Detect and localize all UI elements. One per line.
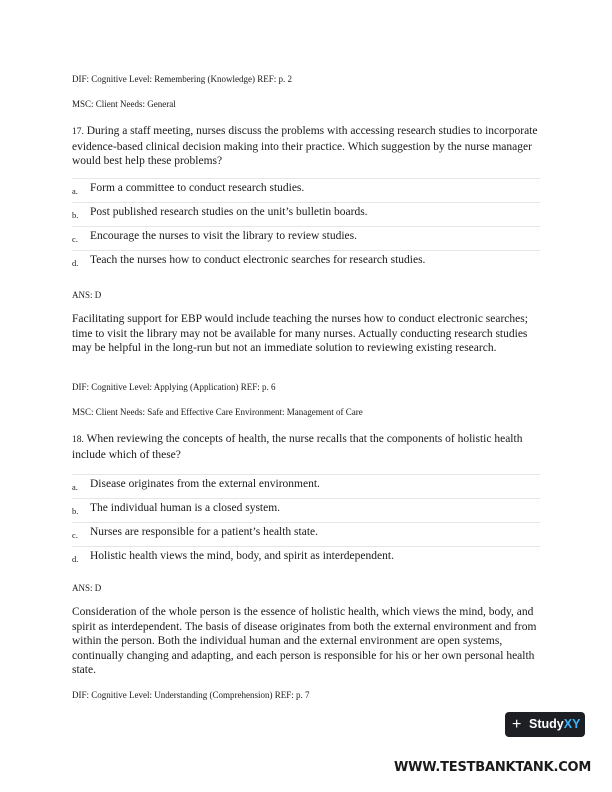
q18-answer: ANS: D (72, 583, 102, 593)
option-text: Encourage the nurses to visit the library to review studies. (90, 230, 357, 242)
option-letter: b. (72, 210, 79, 220)
option-letter: b. (72, 506, 79, 516)
question-17-number: 17. (72, 127, 84, 137)
question-17-text: During a staff meeting, nurses discuss the problems with accessing research studies to incorporate evidence-based clinical decision making into their practice. Which suggestion by the nurse manager would best help these problems? (72, 125, 538, 167)
studyxy-brand (529, 712, 580, 737)
q18-rationale: Consideration of the whole person is the essence of holistic health, which views the mind, body, and spirit as interdependent. The basis of disease originates from both the external environment and from within the person. Both the individual human and the external environment are open systems, continually changing and adapting, and each person is responsible for his or her own personal health state. (72, 606, 537, 676)
question-17-stem (72, 124, 542, 169)
q17-option-c (72, 226, 540, 249)
q17-option-a (72, 178, 540, 201)
question-18-number: 18. (72, 435, 84, 445)
question-18-stem (72, 432, 542, 462)
option-text: Form a committee to conduct research studies. (90, 182, 305, 194)
q18-dif: DIF: Cognitive Level: Understanding (Comprehension) REF: p. 7 (72, 690, 310, 700)
option-text: Disease originates from the external environment. (90, 478, 320, 490)
q18-option-d (72, 546, 540, 569)
q17-rationale: Facilitating support for EBP would include teaching the nurses how to conduct electronic searches; time to visit the library may not be available for many nurses. Actually conducting research studies may be helpful in the long-run but not an immediate solution to reviewing existing research. (72, 313, 528, 354)
option-letter: c. (72, 234, 78, 244)
q18-option-a (72, 474, 540, 497)
q17-option-b (72, 202, 540, 225)
option-letter: a. (72, 482, 78, 492)
q17-msc: MSC: Client Needs: Safe and Effective Care Environment: Management of Care (72, 407, 363, 417)
q17-dif: DIF: Cognitive Level: Applying (Application) REF: p. 6 (72, 382, 276, 392)
q17-option-d (72, 250, 540, 273)
option-text: Post published research studies on the unit’s bulletin boards. (90, 206, 368, 218)
msc-line-prev: MSC: Client Needs: General (72, 99, 176, 109)
q18-option-b (72, 498, 540, 521)
option-text: Nurses are responsible for a patient’s health state. (90, 526, 319, 538)
option-letter: d. (72, 554, 79, 564)
option-letter: c. (72, 530, 78, 540)
plus-icon: + (512, 716, 522, 733)
q17-answer: ANS: D (72, 290, 102, 300)
brand-main: Study (529, 717, 564, 731)
dif-line-prev: DIF: Cognitive Level: Remembering (Knowledge) REF: p. 2 (72, 74, 292, 84)
studyxy-logo-badge[interactable] (505, 712, 585, 737)
question-18-text: When reviewing the concepts of health, the nurse recalls that the components of holistic health include which of these? (72, 433, 523, 461)
option-text: Holistic health views the mind, body, and spirit as interdependent. (90, 550, 394, 562)
q18-option-c (72, 522, 540, 545)
option-letter: a. (72, 186, 78, 196)
footer-site-url[interactable]: WWW.TESTBANKTANK.COM (394, 760, 592, 775)
option-letter: d. (72, 258, 79, 268)
option-text: Teach the nurses how to conduct electronic searches for research studies. (90, 254, 426, 266)
brand-accent: XY (563, 717, 581, 731)
option-text: The individual human is a closed system. (90, 502, 281, 514)
